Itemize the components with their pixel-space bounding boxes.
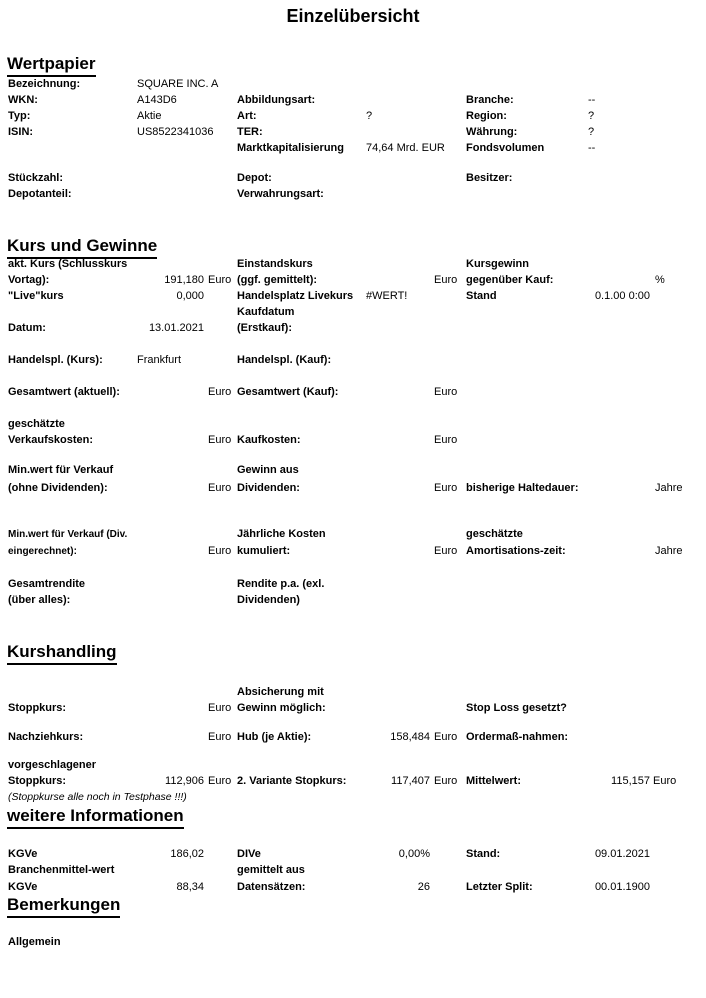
bezeichnung-value: SQUARE INC. A	[137, 78, 219, 90]
row-minwert	[0, 482, 706, 496]
testphase-note: (Stoppkurse alle noch in Testphase !!!)	[8, 791, 187, 803]
variante2-stopkurs-euro-unit: Euro	[434, 775, 458, 787]
stueckzahl-label: Stückzahl:	[8, 172, 64, 184]
waehrung-value: ?	[588, 126, 595, 138]
kaufkosten-euro-unit: Euro	[434, 434, 458, 446]
kursgewinn-label-line1: Kursgewinn	[466, 258, 529, 270]
row-depotanteil	[0, 188, 706, 202]
gesamtrendite-label-line1: Gesamtrendite	[8, 578, 86, 590]
gemittelt-aus-label-line1: gemittelt aus	[237, 864, 305, 876]
minwert-euro-unit: Euro	[208, 482, 232, 494]
row-typ	[0, 110, 706, 124]
gesamtwert-aktuell-euro-unit: Euro	[208, 386, 232, 398]
handelsplatz-livekurs-label: Handelsplatz Livekurs	[237, 290, 354, 302]
datum-label: Datum:	[8, 322, 46, 334]
minwert-label-line1: Min.wert für Verkauf	[8, 464, 114, 476]
stand-info-label: Stand:	[466, 848, 501, 860]
row-kurs-labels-1	[0, 258, 706, 272]
row-minwert-div	[0, 545, 706, 559]
branchenmittelwert-value: 88,34	[176, 881, 204, 893]
row-nachziehkurs	[0, 731, 706, 745]
row-datum	[0, 322, 706, 336]
stand-info-value: 09.01.2021	[594, 848, 650, 860]
ordermassnahmen-label: Ordermaß-nahmen:	[466, 731, 569, 743]
section-heading-bemerkungen: Bemerkungen	[7, 895, 120, 918]
kursgewinn-label-line2: gegenüber Kauf:	[466, 274, 554, 286]
region-value: ?	[588, 110, 595, 122]
row-isin	[0, 126, 706, 140]
section-heading-wertpapier: Wertpapier	[7, 54, 96, 77]
depot-label: Depot:	[237, 172, 272, 184]
dive-label: DIVe	[237, 848, 261, 860]
jaehrliche-kosten-euro-unit: Euro	[434, 545, 458, 557]
hub-euro-unit: Euro	[434, 731, 458, 743]
ter-label: TER:	[237, 126, 263, 138]
kgve-value: 186,02	[170, 848, 204, 860]
kursgewinn-percent-unit: %	[655, 274, 665, 286]
row-livekurs	[0, 290, 706, 304]
gesamtrendite-label-line2: (über alles):	[8, 594, 71, 606]
row-handelsplatz	[0, 354, 706, 368]
section-heading-kurs-und-gewinne: Kurs und Gewinne	[7, 236, 157, 259]
branchenmittelwert-label-line1: Branchenmittel-wert	[8, 864, 115, 876]
einstandskurs-label-line1: Einstandskurs	[237, 258, 313, 270]
row-kaufdatum	[0, 306, 706, 320]
abbildungsart-label: Abbildungsart:	[237, 94, 316, 106]
vorgeschlagener-stoppkurs-value: 112,906	[165, 775, 204, 787]
row-branchenmittel-kgve	[0, 881, 706, 895]
letzter-split-value: 00.01.1900	[594, 881, 650, 893]
einstandskurs-euro-unit: Euro	[434, 274, 458, 286]
mittelwert-value: 115,157	[611, 775, 650, 787]
gesamtwert-aktuell-label: Gesamtwert (aktuell):	[8, 386, 120, 398]
stand-label: Stand	[466, 290, 497, 302]
art-value: ?	[366, 110, 373, 122]
depotanteil-label: Depotanteil:	[8, 188, 72, 200]
akt-kurs-label-line2: Vortag):	[8, 274, 50, 286]
dive-value: 0,00%	[398, 848, 430, 860]
haltedauer-jahre-unit: Jahre	[655, 482, 683, 494]
marktkapitalisierung-label: Marktkapitalisierung	[237, 142, 344, 154]
gewinn-dividenden-label-line1: Gewinn aus	[237, 464, 299, 476]
datensaetzen-value: 26	[417, 881, 430, 893]
kaufkosten-label: Kaufkosten:	[237, 434, 301, 446]
art-label: Art:	[237, 110, 257, 122]
stoppkurs-label: Stoppkurs:	[8, 702, 67, 714]
stand-value: 0.1.00 0:00	[594, 290, 650, 302]
row-kgve	[0, 848, 706, 862]
row-stueckzahl	[0, 172, 706, 186]
row-gesamtrendite-labels	[0, 578, 706, 592]
row-vortag	[0, 274, 706, 288]
minwert-div-label-line1: Min.wert für Verkauf (Div.	[8, 529, 128, 540]
fondsvolumen-value: --	[588, 142, 596, 154]
verkaufskosten-label-line1: geschätzte	[8, 418, 65, 430]
datum-value: 13.01.2021	[148, 322, 204, 334]
einstandskurs-label-line2: (ggf. gemittelt):	[237, 274, 318, 286]
mittelwert-euro-unit: Euro	[653, 775, 677, 787]
kaufdatum-label-line1: Kaufdatum	[237, 306, 295, 318]
livekurs-value: 0,000	[176, 290, 204, 302]
amortisation-label-line1: geschätzte	[466, 528, 523, 540]
rendite-pa-label-line2: Dividenden)	[237, 594, 300, 606]
absicherung-label-line2: Gewinn möglich:	[237, 702, 326, 714]
typ-label: Typ:	[8, 110, 31, 122]
jaehrliche-kosten-label-line1: Jährliche Kosten	[237, 528, 326, 540]
handelsplatz-livekurs-value: #WERT!	[366, 290, 408, 302]
fondsvolumen-label: Fondsvolumen	[466, 142, 545, 154]
besitzer-label: Besitzer:	[466, 172, 513, 184]
bezeichnung-label: Bezeichnung:	[8, 78, 81, 90]
gesamtwert-kauf-label: Gesamtwert (Kauf):	[237, 386, 339, 398]
akt-kurs-label-line1: akt. Kurs (Schlusskurs	[8, 258, 128, 270]
stoppkurs-euro-unit: Euro	[208, 702, 232, 714]
branche-label: Branche:	[466, 94, 514, 106]
row-geschaetzte	[0, 418, 706, 432]
gesamtwert-kauf-euro-unit: Euro	[434, 386, 458, 398]
akt-kurs-euro-unit: Euro	[208, 274, 232, 286]
livekurs-label: "Live"kurs	[8, 290, 64, 302]
variante2-stopkurs-label: 2. Variante Stopkurs:	[237, 775, 347, 787]
branche-value: --	[588, 94, 596, 106]
typ-value: Aktie	[137, 110, 162, 122]
handelspl-kurs-label: Handelspl. (Kurs):	[8, 354, 103, 366]
row-absicherung-label	[0, 686, 706, 700]
vorgeschlagener-stoppkurs-label-line1: vorgeschlagener	[8, 759, 97, 771]
row-gesamtwert	[0, 386, 706, 400]
handelspl-kurs-value: Frankfurt	[137, 354, 182, 366]
wkn-label: WKN:	[8, 94, 38, 106]
row-marktkapitalisierung	[0, 142, 706, 156]
letzter-split-label: Letzter Split:	[466, 881, 533, 893]
minwert-div-label-line2: eingerechnet):	[8, 546, 77, 557]
mittelwert-label: Mittelwert:	[466, 775, 521, 787]
section-heading-weitere-informationen: weitere Informationen	[7, 806, 184, 829]
hub-label: Hub (je Aktie):	[237, 731, 312, 743]
amortisation-label-line2: Amortisations-zeit:	[466, 545, 566, 557]
row-minwert-div-labels	[0, 528, 706, 542]
row-allgemein	[0, 936, 706, 950]
allgemein-label: Allgemein	[8, 936, 61, 948]
verkaufskosten-label-line2: Verkaufskosten:	[8, 434, 93, 446]
minwert-label-line2: (ohne Dividenden):	[8, 482, 108, 494]
akt-kurs-value: 191,180	[164, 274, 204, 286]
wkn-value: A143D6	[137, 94, 177, 106]
vorgeschlagener-stoppkurs-euro-unit: Euro	[208, 775, 232, 787]
rendite-pa-label-line1: Rendite p.a. (exl.	[237, 578, 325, 590]
gewinn-dividenden-label-line2: Dividenden:	[237, 482, 300, 494]
kaufdatum-label-line2: (Erstkauf):	[237, 322, 293, 334]
row-vorgeschlagener-stoppkurs	[0, 775, 706, 789]
datensaetzen-label: Datensätzen:	[237, 881, 306, 893]
handelspl-kauf-label: Handelspl. (Kauf):	[237, 354, 332, 366]
row-gesamtrendite	[0, 594, 706, 608]
gewinn-dividenden-euro-unit: Euro	[434, 482, 458, 494]
waehrung-label: Währung:	[466, 126, 518, 138]
row-stoppkurs	[0, 702, 706, 716]
vorgeschlagener-stoppkurs-label-line2: Stoppkurs:	[8, 775, 67, 787]
stop-loss-label: Stop Loss gesetzt?	[466, 702, 567, 714]
nachziehkurs-euro-unit: Euro	[208, 731, 232, 743]
row-minwert-labels	[0, 464, 706, 478]
row-testphase-note	[0, 791, 706, 805]
verkaufskosten-euro-unit: Euro	[208, 434, 232, 446]
isin-label: ISIN:	[8, 126, 34, 138]
page-title: Einzelübersicht	[286, 6, 420, 26]
minwert-div-euro-unit: Euro	[208, 545, 232, 557]
amortisation-jahre-unit: Jahre	[655, 545, 683, 557]
row-wkn	[0, 94, 706, 108]
variante2-stopkurs-value: 117,407	[391, 775, 430, 787]
kgve-label: KGVe	[8, 848, 38, 860]
absicherung-label-line1: Absicherung mit	[237, 686, 324, 698]
row-bezeichnung	[0, 78, 706, 92]
verwahrungsart-label: Verwahrungsart:	[237, 188, 324, 200]
section-heading-kurshandling: Kurshandling	[7, 642, 117, 665]
region-label: Region:	[466, 110, 507, 122]
row-vorgeschlagener-label	[0, 759, 706, 773]
jaehrliche-kosten-label-line2: kumuliert:	[237, 545, 291, 557]
isin-value: US8522341036	[137, 126, 214, 138]
nachziehkurs-label: Nachziehkurs:	[8, 731, 84, 743]
row-verkaufskosten	[0, 434, 706, 448]
hub-value: 158,484	[390, 731, 430, 743]
row-branchenmittel-labels	[0, 864, 706, 878]
marktkapitalisierung-value: 74,64 Mrd. EUR	[366, 142, 445, 154]
branchenmittelwert-label-line2: KGVe	[8, 881, 38, 893]
haltedauer-label: bisherige Haltedauer:	[466, 482, 579, 494]
